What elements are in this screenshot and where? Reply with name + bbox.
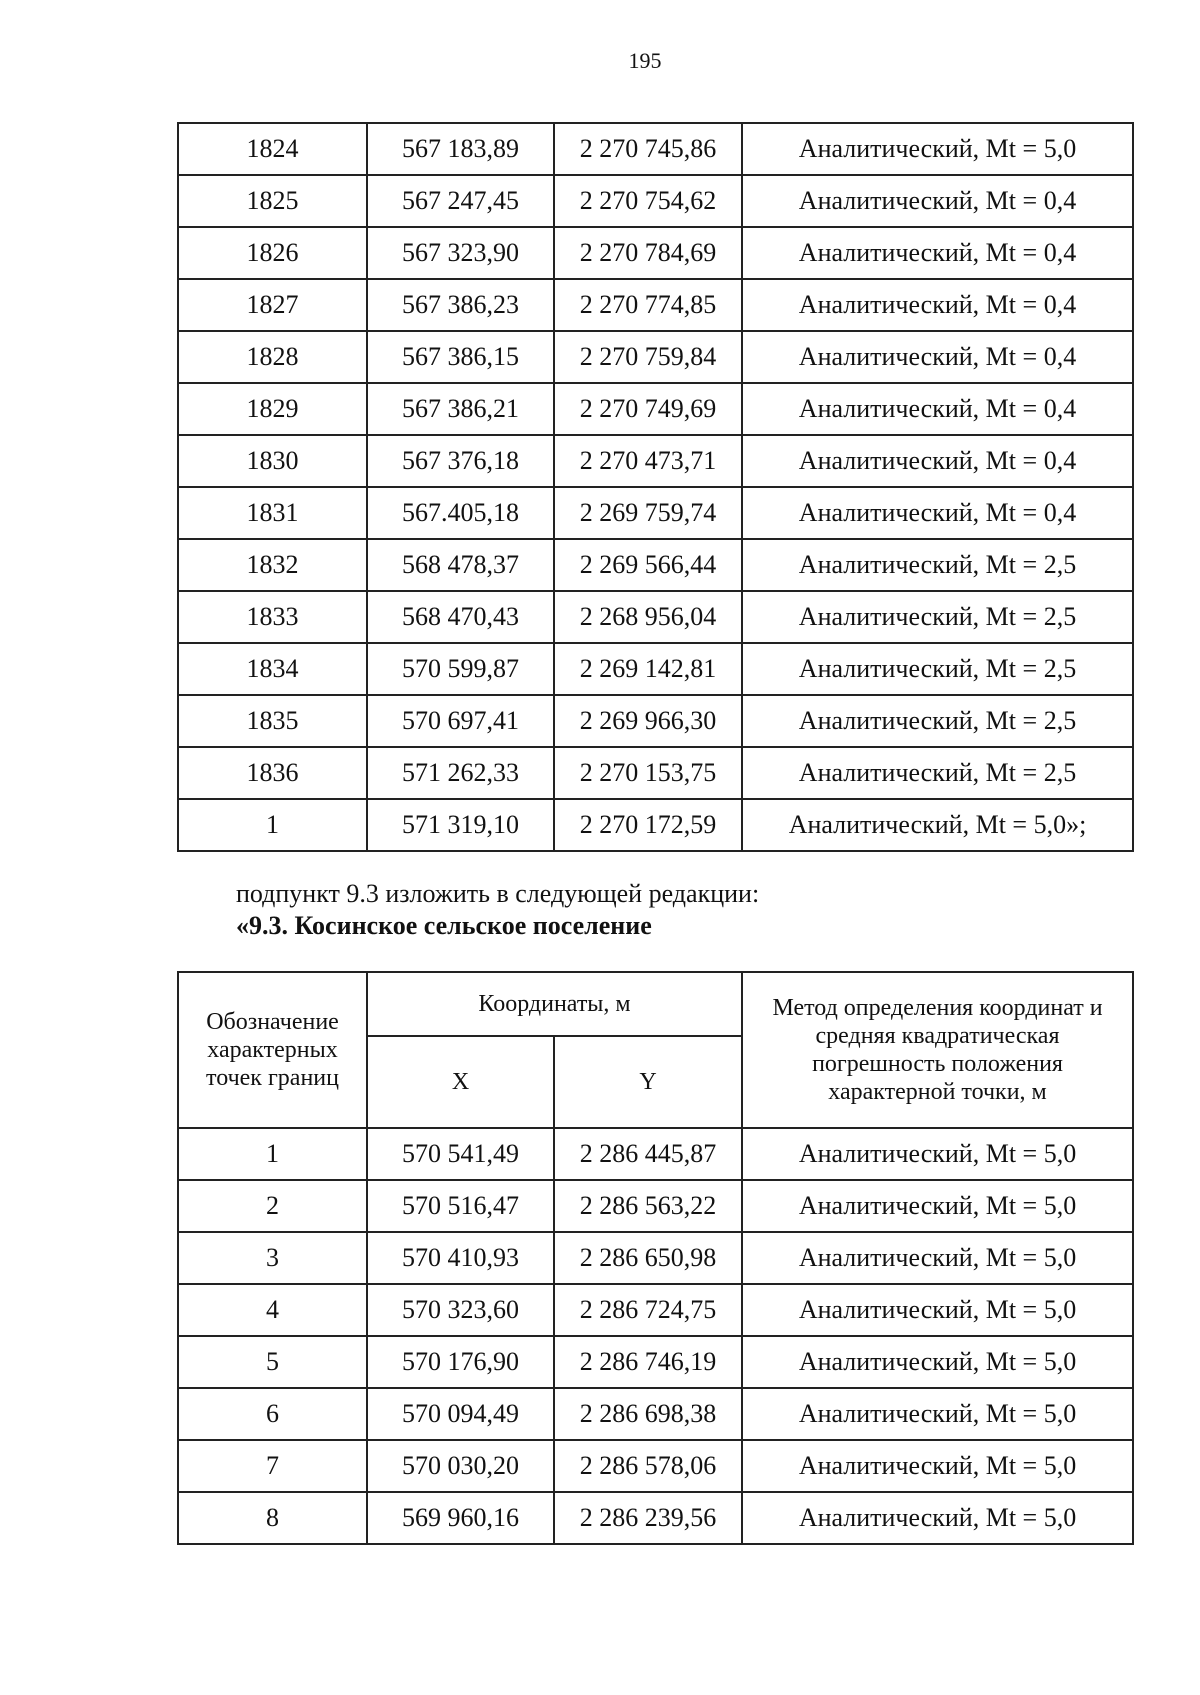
table-row — [178, 1336, 1133, 1388]
table-row — [178, 331, 1133, 383]
point-id-cell: 1826 — [178, 227, 367, 279]
point-id-cell: 7 — [178, 1440, 367, 1492]
point-id-cell: 6 — [178, 1388, 367, 1440]
y-coordinate-cell: 2 269 142,81 — [554, 643, 742, 695]
method-cell: Аналитический, Mt = 2,5 — [742, 591, 1133, 643]
point-id-cell: 4 — [178, 1284, 367, 1336]
method-cell: Аналитический, Mt = 2,5 — [742, 695, 1133, 747]
method-cell: Аналитический, Mt = 5,0 — [742, 1232, 1133, 1284]
x-coordinate-cell: 570 030,20 — [367, 1440, 554, 1492]
method-cell: Аналитический, Mt = 5,0 — [742, 1284, 1133, 1336]
kosinskoe-table-body — [178, 1128, 1133, 1544]
method-cell: Аналитический, Mt = 0,4 — [742, 227, 1133, 279]
y-coordinate-cell: 2 286 239,56 — [554, 1492, 742, 1544]
point-id-cell: 1827 — [178, 279, 367, 331]
y-coordinate-cell: 2 286 650,98 — [554, 1232, 742, 1284]
x-coordinate-cell: 569 960,16 — [367, 1492, 554, 1544]
y-coordinate-cell: 2 270 749,69 — [554, 383, 742, 435]
point-id-cell: 8 — [178, 1492, 367, 1544]
table-row — [178, 1492, 1133, 1544]
point-id-cell: 1 — [178, 799, 367, 851]
method-cell: Аналитический, Mt = 5,0 — [742, 1128, 1133, 1180]
y-coordinate-cell: 2 270 473,71 — [554, 435, 742, 487]
header-x: X — [367, 1036, 554, 1128]
method-cell: Аналитический, Mt = 5,0 — [742, 1180, 1133, 1232]
table-row — [178, 175, 1133, 227]
x-coordinate-cell: 567 386,15 — [367, 331, 554, 383]
table-row — [178, 1180, 1133, 1232]
y-coordinate-cell: 2 270 745,86 — [554, 123, 742, 175]
x-coordinate-cell: 567 386,21 — [367, 383, 554, 435]
x-coordinate-cell: 568 478,37 — [367, 539, 554, 591]
y-coordinate-cell: 2 269 566,44 — [554, 539, 742, 591]
method-cell: Аналитический, Mt = 0,4 — [742, 383, 1133, 435]
method-cell: Аналитический, Mt = 0,4 — [742, 279, 1133, 331]
point-id-cell: 1832 — [178, 539, 367, 591]
x-coordinate-cell: 570 094,49 — [367, 1388, 554, 1440]
method-cell: Аналитический, Mt = 5,0 — [742, 1336, 1133, 1388]
x-coordinate-cell: 567 386,23 — [367, 279, 554, 331]
y-coordinate-cell: 2 286 445,87 — [554, 1128, 742, 1180]
y-coordinate-cell: 2 270 754,62 — [554, 175, 742, 227]
method-cell: Аналитический, Mt = 5,0 — [742, 1492, 1133, 1544]
point-id-cell: 1834 — [178, 643, 367, 695]
header-y: Y — [554, 1036, 742, 1128]
x-coordinate-cell: 567 323,90 — [367, 227, 554, 279]
kosinskoe-coordinates-table — [177, 971, 1134, 1545]
point-id-cell: 1 — [178, 1128, 367, 1180]
y-coordinate-cell: 2 269 966,30 — [554, 695, 742, 747]
table-row — [178, 435, 1133, 487]
table-row — [178, 383, 1133, 435]
table-row — [178, 227, 1133, 279]
amendment-line: подпункт 9.3 изложить в следующей редакции: — [236, 879, 760, 908]
table-row — [178, 1128, 1133, 1180]
x-coordinate-cell: 570 176,90 — [367, 1336, 554, 1388]
point-id-cell: 5 — [178, 1336, 367, 1388]
y-coordinate-cell: 2 270 774,85 — [554, 279, 742, 331]
method-cell: Аналитический, Mt = 5,0 — [742, 1388, 1133, 1440]
y-coordinate-cell: 2 269 759,74 — [554, 487, 742, 539]
y-coordinate-cell: 2 286 578,06 — [554, 1440, 742, 1492]
x-coordinate-cell: 568 470,43 — [367, 591, 554, 643]
y-coordinate-cell: 2 286 724,75 — [554, 1284, 742, 1336]
method-cell: Аналитический, Mt = 0,4 — [742, 331, 1133, 383]
point-id-cell: 2 — [178, 1180, 367, 1232]
section-heading: «9.3. Косинское сельское поселение — [236, 911, 652, 940]
table-row — [178, 539, 1133, 591]
x-coordinate-cell: 570 599,87 — [367, 643, 554, 695]
table-row — [178, 1232, 1133, 1284]
point-id-cell: 3 — [178, 1232, 367, 1284]
method-cell: Аналитический, Mt = 5,0»; — [742, 799, 1133, 851]
point-id-cell: 1825 — [178, 175, 367, 227]
table-row — [178, 1388, 1133, 1440]
header-coordinates: Координаты, м — [367, 972, 742, 1036]
method-cell: Аналитический, Mt = 5,0 — [742, 123, 1133, 175]
x-coordinate-cell: 570 541,49 — [367, 1128, 554, 1180]
point-id-cell: 1828 — [178, 331, 367, 383]
x-coordinate-cell: 570 323,60 — [367, 1284, 554, 1336]
header-point-label: Обозначение характерных точек границ — [178, 972, 367, 1128]
x-coordinate-cell: 570 516,47 — [367, 1180, 554, 1232]
point-id-cell: 1831 — [178, 487, 367, 539]
point-id-cell: 1824 — [178, 123, 367, 175]
method-cell: Аналитический, Mt = 0,4 — [742, 175, 1133, 227]
table-row — [178, 799, 1133, 851]
point-id-cell: 1836 — [178, 747, 367, 799]
y-coordinate-cell: 2 286 746,19 — [554, 1336, 742, 1388]
point-id-cell: 1830 — [178, 435, 367, 487]
x-coordinate-cell: 567 183,89 — [367, 123, 554, 175]
table-row — [178, 1284, 1133, 1336]
amendment-text — [236, 878, 759, 942]
table-row — [178, 487, 1133, 539]
y-coordinate-cell: 2 270 784,69 — [554, 227, 742, 279]
coordinates-table-continued — [177, 122, 1134, 852]
x-coordinate-cell: 567 247,45 — [367, 175, 554, 227]
method-cell: Аналитический, Mt = 0,4 — [742, 435, 1133, 487]
method-cell: Аналитический, Mt = 2,5 — [742, 747, 1133, 799]
y-coordinate-cell: 2 286 698,38 — [554, 1388, 742, 1440]
header-method: Метод определения координат и средняя квадратическая погрешность положения характерной точки, м — [742, 972, 1133, 1128]
x-coordinate-cell: 570 697,41 — [367, 695, 554, 747]
y-coordinate-cell: 2 270 759,84 — [554, 331, 742, 383]
method-cell: Аналитический, Mt = 2,5 — [742, 643, 1133, 695]
method-cell: Аналитический, Mt = 2,5 — [742, 539, 1133, 591]
y-coordinate-cell: 2 268 956,04 — [554, 591, 742, 643]
point-id-cell: 1833 — [178, 591, 367, 643]
x-coordinate-cell: 570 410,93 — [367, 1232, 554, 1284]
table-row — [178, 643, 1133, 695]
y-coordinate-cell: 2 286 563,22 — [554, 1180, 742, 1232]
page-number: 195 — [628, 48, 662, 73]
table-row — [178, 747, 1133, 799]
method-cell: Аналитический, Mt = 5,0 — [742, 1440, 1133, 1492]
table-row — [178, 279, 1133, 331]
point-id-cell: 1829 — [178, 383, 367, 435]
x-coordinate-cell: 567 376,18 — [367, 435, 554, 487]
table-row — [178, 695, 1133, 747]
point-id-cell: 1835 — [178, 695, 367, 747]
x-coordinate-cell: 571 319,10 — [367, 799, 554, 851]
table-row — [178, 1440, 1133, 1492]
x-coordinate-cell: 567.405,18 — [367, 487, 554, 539]
table-row — [178, 591, 1133, 643]
y-coordinate-cell: 2 270 153,75 — [554, 747, 742, 799]
y-coordinate-cell: 2 270 172,59 — [554, 799, 742, 851]
method-cell: Аналитический, Mt = 0,4 — [742, 487, 1133, 539]
x-coordinate-cell: 571 262,33 — [367, 747, 554, 799]
coordinates-table-body — [178, 123, 1133, 851]
table-row — [178, 123, 1133, 175]
